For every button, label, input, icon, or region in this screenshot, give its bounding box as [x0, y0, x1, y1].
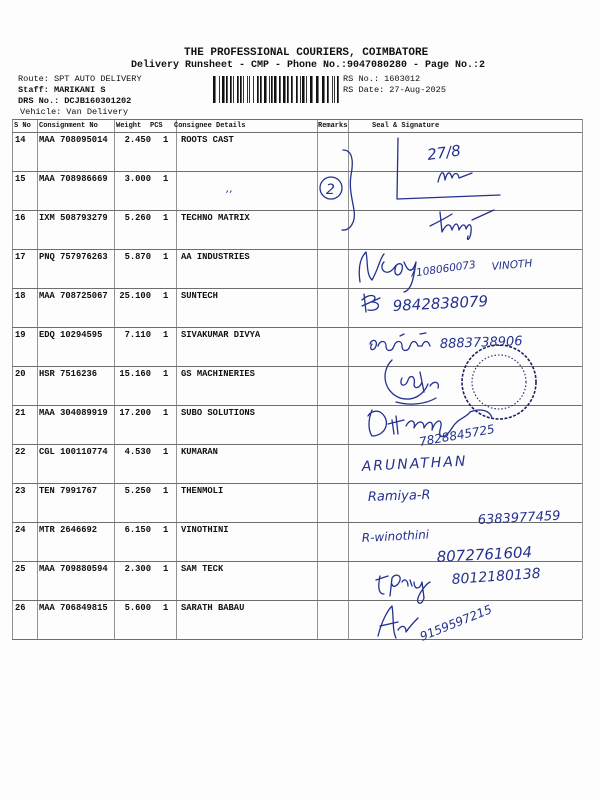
- signature-row-16: [430, 210, 494, 239]
- cell-sno: 19: [15, 330, 26, 340]
- cell-consignment-no: HSR 7516236: [39, 369, 98, 379]
- cell-consignment-no: MTR 2646692: [39, 525, 98, 535]
- cell-weight: 5.600: [124, 603, 151, 613]
- cell-pcs: 1: [163, 252, 169, 262]
- cell-sno: 22: [15, 447, 26, 457]
- runsheet-subtitle: Delivery Runsheet - CMP - Phone No.:9047080280 - Page No.:2: [131, 60, 486, 71]
- bracket-mark: [342, 150, 354, 230]
- cell-consignment-no: MAA 304089919: [39, 408, 108, 418]
- cell-consignee: ROOTS CAST: [181, 135, 234, 145]
- cell-consignment-no: IXM 508793279: [39, 213, 108, 223]
- cell-consignment-no: MAA 708095014: [39, 135, 108, 145]
- cell-sno: 14: [15, 135, 26, 145]
- drs-label: DRS No.:: [18, 96, 60, 106]
- cell-weight: 2.300: [124, 564, 151, 574]
- cell-weight: 5.260: [124, 213, 151, 223]
- signature-row-20: [385, 360, 438, 404]
- cell-consignee: KUMARAN: [181, 447, 218, 457]
- cell-pcs: 1: [163, 174, 169, 184]
- cell-consignee: GS MACHINERIES: [181, 369, 255, 379]
- vehicle-value: Van Delivery: [66, 107, 129, 117]
- cell-weight: 7.110: [124, 330, 151, 340]
- drs-value: DCJB160301202: [64, 96, 132, 106]
- handwritten-name-row-22: ARUNATHAN: [361, 453, 468, 475]
- handwritten-phone-row-21: 7828845725: [418, 421, 496, 449]
- handwritten-date: 27/8: [426, 141, 462, 164]
- route-value: SPT AUTO DELIVERY: [53, 74, 142, 84]
- cell-pcs: 1: [163, 369, 169, 379]
- rs-no-label: RS No.:: [343, 74, 380, 84]
- cell-consignee: SUBO SOLUTIONS: [181, 408, 255, 418]
- handwritten-phone-row-23: 6383977459: [477, 508, 561, 528]
- signature-row-18: [362, 294, 380, 312]
- cell-sno: 16: [15, 213, 26, 223]
- signature-row-25: [376, 575, 430, 603]
- handwritten-phone-row-18: 9842838079: [392, 292, 489, 315]
- cell-consignment-no: PNQ 757976263: [39, 252, 108, 262]
- cell-sno: 18: [15, 291, 26, 301]
- seal-stamp-outer: [462, 345, 536, 419]
- cell-sno: 17: [15, 252, 26, 262]
- cell-consignment-no: MAA 708725067: [39, 291, 108, 301]
- rs-date-value: 27-Aug-2025: [389, 85, 446, 95]
- staff-label: Staff:: [18, 85, 49, 95]
- cell-consignment-no: TEN 7991767: [39, 486, 98, 496]
- cell-consignment-no: MAA 708986669: [39, 174, 108, 184]
- handwritten-phone-row-26: 9159597215: [417, 602, 494, 644]
- handwritten-phone-row-17: 7108060073: [408, 258, 477, 280]
- vehicle-label: Vehicle:: [20, 107, 62, 117]
- cell-consignee: AA INDUSTRIES: [181, 252, 250, 262]
- cell-pcs: 1: [163, 291, 169, 301]
- cell-sno: 26: [15, 603, 26, 613]
- column-header-consignment-no: Consignment No: [39, 122, 98, 130]
- cell-consignee: SUNTECH: [181, 291, 218, 301]
- cell-pcs: 1: [163, 525, 169, 535]
- cell-consignee: SAM TECK: [181, 564, 224, 574]
- cell-sno: 25: [15, 564, 26, 574]
- cell-consignment-no: MAA 706849815: [39, 603, 108, 613]
- cell-weight: 25.100: [119, 291, 151, 301]
- cell-weight: 4.530: [124, 447, 151, 457]
- cell-pcs: 1: [163, 135, 169, 145]
- route-label: Route:: [18, 74, 49, 84]
- column-header-pcs: PCS: [150, 122, 163, 130]
- column-header-consignee: Consignee Details: [174, 122, 246, 130]
- handwritten-phone-row-24: 8072761604: [436, 543, 533, 566]
- column-header-sno: S No: [14, 122, 31, 130]
- cell-pcs: 1: [163, 408, 169, 418]
- cell-consignment-no: CGL 100110774: [39, 447, 108, 457]
- cell-pcs: 1: [163, 564, 169, 574]
- cell-weight: 5.870: [124, 252, 151, 262]
- cell-consignment-no: MAA 709880594: [39, 564, 108, 574]
- handwritten-name-row-23: Ramiya-R: [367, 487, 431, 505]
- cell-weight: 3.000: [124, 174, 151, 184]
- cell-weight: 15.160: [119, 369, 151, 379]
- handwritten-phone-row-25: 8012180138: [451, 565, 542, 588]
- handwritten-name-row-17: VINOTH: [491, 257, 533, 273]
- handwritten-phone-row-19: 8883738906: [439, 334, 523, 352]
- cell-pcs: 1: [163, 330, 169, 340]
- cell-sno: 23: [15, 486, 26, 496]
- cell-weight: 17.200: [119, 408, 151, 418]
- ditto-mark: ,,: [226, 182, 233, 195]
- cell-weight: 6.150: [124, 525, 151, 535]
- cell-consignment-no: EDQ 10294595: [39, 330, 103, 340]
- staff-value: MARIKANI S: [53, 85, 106, 95]
- cell-pcs: 1: [163, 486, 169, 496]
- signature-row-17: [359, 252, 416, 292]
- rs-no-value: 1603012: [384, 74, 421, 84]
- column-header-seal-signature: Seal & Signature: [372, 122, 440, 130]
- cell-consignee: VINOTHINI: [181, 525, 229, 535]
- cell-pcs: 1: [163, 447, 169, 457]
- column-header-weight: Weight: [116, 122, 142, 130]
- signature-row-19: [370, 333, 430, 351]
- cell-sno: 24: [15, 525, 26, 535]
- cell-consignee: TECHNO MATRIX: [181, 213, 250, 223]
- cell-pcs: 1: [163, 603, 169, 613]
- cell-consignee: SARATH BABAU: [181, 603, 245, 613]
- cell-weight: 5.250: [124, 486, 151, 496]
- handwritten-remark: 2: [326, 182, 335, 198]
- cell-consignee: SIVAKUMAR DIVYA: [181, 330, 261, 340]
- handwritten-name-row-24: R-winothini: [361, 527, 430, 545]
- company-title: THE PROFESSIONAL COURIERS, COIMBATORE: [184, 47, 429, 59]
- signature-row-26: [378, 606, 418, 638]
- cell-pcs: 1: [163, 213, 169, 223]
- column-header-remarks: Remarks: [318, 122, 348, 130]
- cell-sno: 15: [15, 174, 26, 184]
- rs-date-label: RS Date:: [343, 85, 385, 95]
- cell-weight: 2.450: [124, 135, 151, 145]
- signature-row-14: [438, 173, 472, 182]
- cell-sno: 20: [15, 369, 26, 379]
- cell-sno: 21: [15, 408, 26, 418]
- seal-stamp-inner: [472, 355, 526, 409]
- cell-consignee: THENMOLI: [181, 486, 224, 496]
